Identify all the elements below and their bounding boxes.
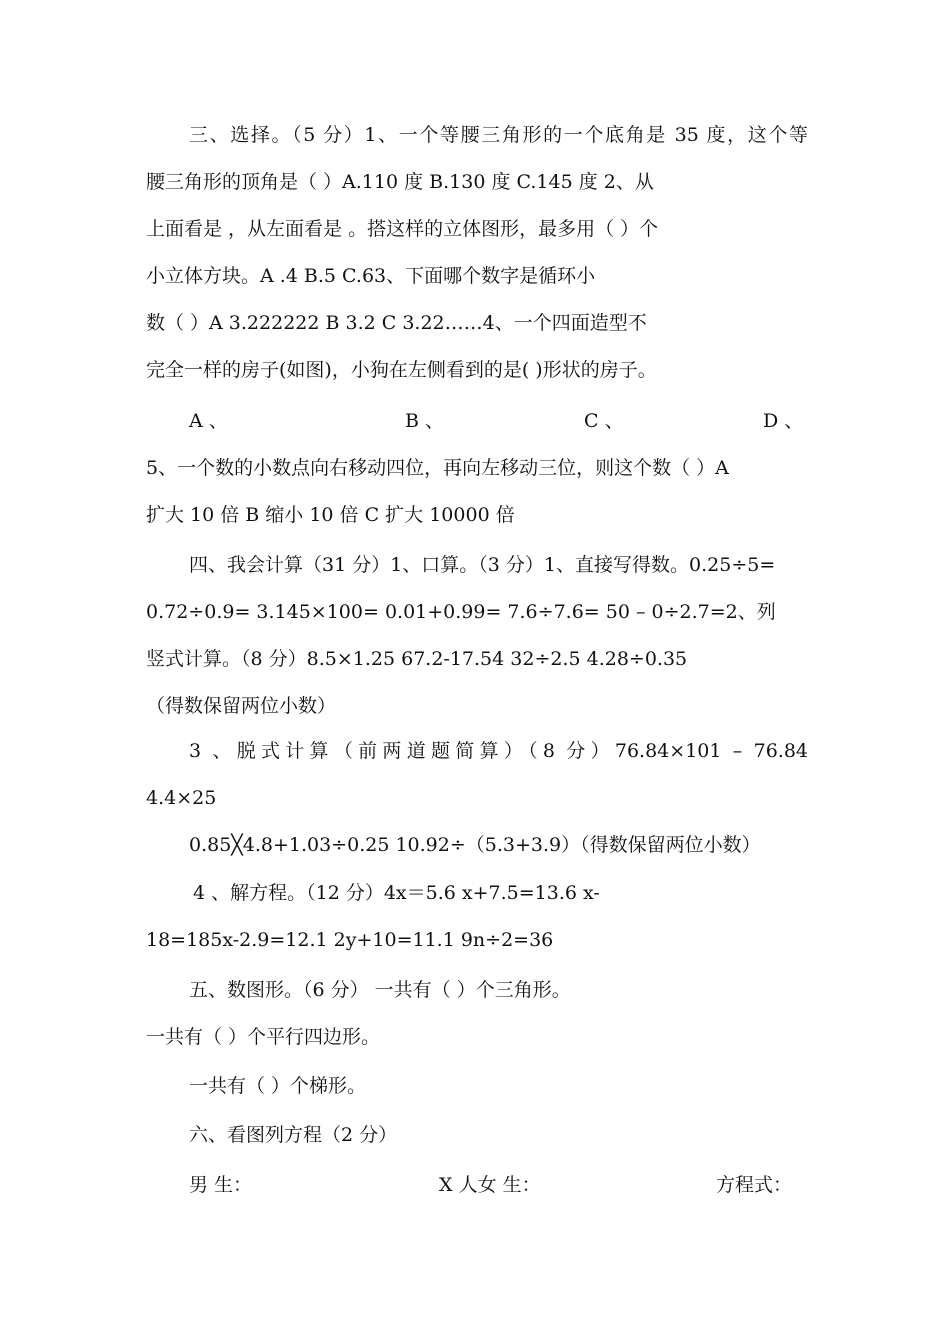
section-6-heading: 六、看图列方程（2 分） bbox=[189, 1124, 398, 1146]
option-a-label: A 、 bbox=[189, 410, 228, 432]
section-5-heading: 五、数图形。（6 分） 一共有（ ）个三角形。 bbox=[189, 979, 571, 1001]
section-4-heading: 四、我会计算（31 分）1、口算。（3 分）1、直接写得数。0.25÷5= bbox=[189, 554, 776, 576]
question-text-line: 小立体方块。A .4 B.5 C.63、下面哪个数字是循环小 bbox=[146, 265, 596, 287]
question-text-line: 4.4×25 bbox=[146, 787, 217, 809]
question-text-line: 0.72÷0.9= 3.145×100= 0.01+0.99= 7.6÷7.6= 50 – 0÷2.7=2、列 bbox=[146, 601, 776, 623]
answer-options-row bbox=[146, 404, 808, 438]
option-c-label: C 、 bbox=[584, 410, 624, 432]
question-text-line: 完全一样的房子(如图)，小狗在左侧看到的是( )形状的房子。 bbox=[146, 359, 657, 381]
question-text-line: 上面看是 ，从左面看是 。搭这样的立体图形，最多用（ ）个 bbox=[146, 218, 659, 240]
question-text-line: 0.85╳4.8+1.03÷0.25 10.92÷（5.3+3.9）（得数保留两位小数） bbox=[189, 834, 761, 856]
option-d-label: D 、 bbox=[763, 410, 804, 432]
section-3-heading: 三、选择。（5 分）1、一个等腰三角形的一个底角是 35 度，这个等 bbox=[189, 124, 808, 146]
girls-label: X 人女 生： bbox=[439, 1174, 541, 1196]
question-text-line: 数（ ）A 3.222222 B 3.2 C 3.22……4、一个四面造型不 bbox=[146, 312, 647, 334]
question-text-line: 一共有（ ）个平行四边形。 bbox=[146, 1026, 381, 1048]
question-text-line: 4 、解方程。（12 分）4x＝5.6 x+7.5=13.6 x- bbox=[193, 882, 600, 904]
question-text-line: 5、一个数的小数点向右移动四位，再向左移动三位，则这个数（ ）A bbox=[146, 457, 729, 479]
option-b-label: B 、 bbox=[405, 410, 445, 432]
boys-label: 男 生： bbox=[189, 1174, 253, 1196]
question-text-line: （得数保留两位小数） bbox=[146, 695, 337, 717]
question-text-line: 腰三角形的顶角是（ ）A.110 度 B.130 度 C.145 度 2、从 bbox=[146, 171, 654, 193]
question-text-line: 18=185x-2.9=12.1 2y+10=11.1 9n÷2=36 bbox=[146, 929, 554, 951]
question-text-line: 一共有（ ）个梯形。 bbox=[189, 1075, 367, 1097]
question-text-line: 扩大 10 倍 B 缩小 10 倍 C 扩大 10000 倍 bbox=[146, 504, 515, 526]
equation-labels-row bbox=[146, 1168, 808, 1202]
equation-label: 方程式： bbox=[716, 1174, 793, 1196]
question-text-line: 3 、脱式计算（前两道题简算）（8 分）76.84×101 – 76.84 bbox=[189, 740, 808, 762]
question-text-line: 竖式计算。（8 分）8.5×1.25 67.2-17.54 32÷2.5 4.28÷0.35 bbox=[146, 648, 688, 670]
